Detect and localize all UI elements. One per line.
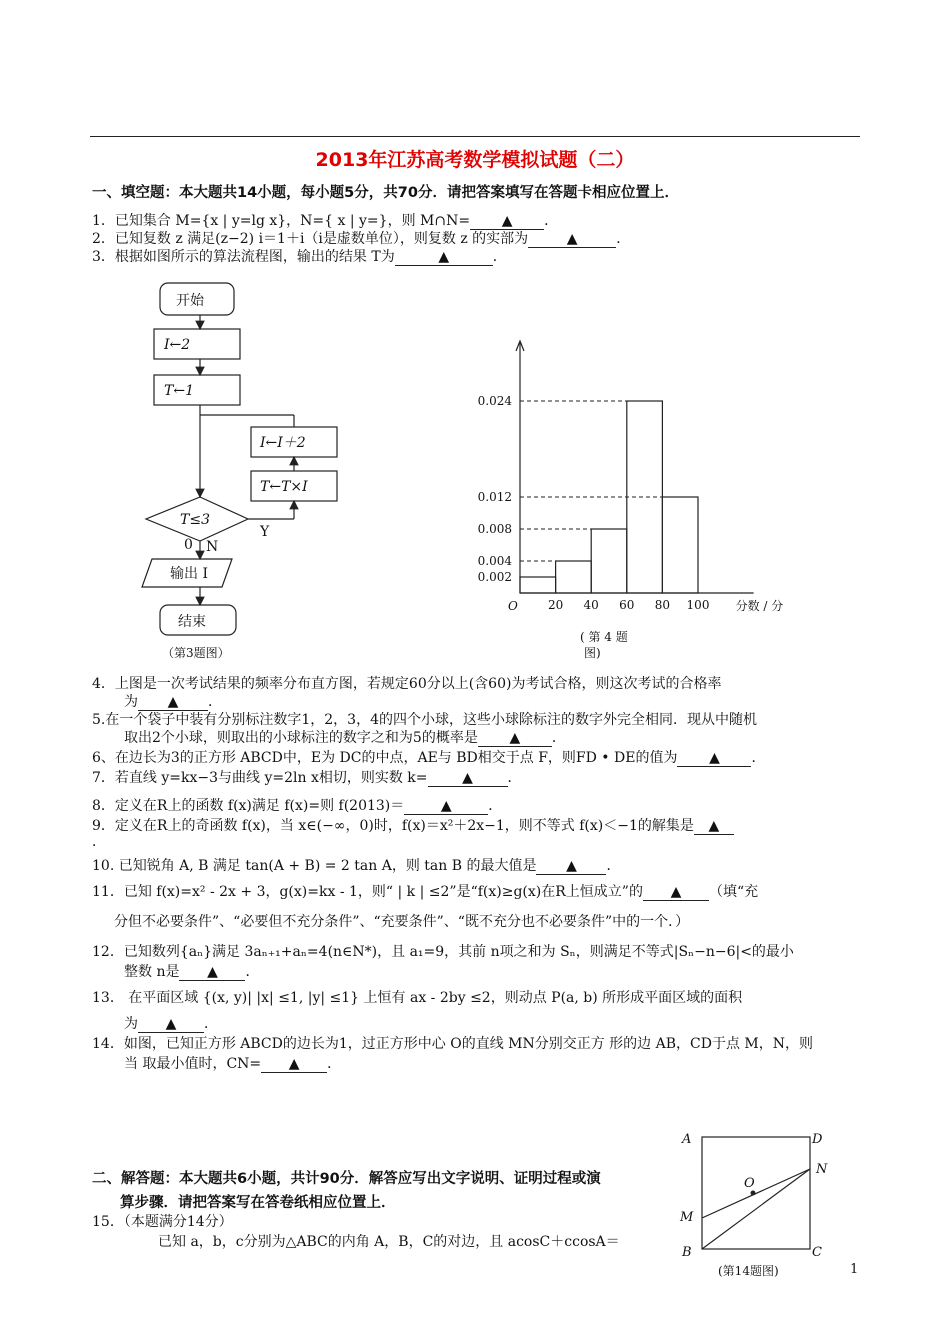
y-tick-label: 0.004 bbox=[477, 554, 512, 568]
label-n: N bbox=[816, 1162, 828, 1177]
label-o: O bbox=[744, 1176, 755, 1191]
flow-assign-i-label: I←2 bbox=[164, 337, 191, 353]
label-m: M bbox=[680, 1210, 694, 1225]
section-2-heading-cont: 算步骤．请把答案写在答卷纸相应位置上． bbox=[120, 1195, 396, 1211]
answer-blank: ▲ bbox=[179, 964, 245, 981]
question-6: 6、在边长为3的正方形 ABCD中，E为 DC的中点，AE与 BD相交于点 F，则FD • DE的值为 ▲ ． bbox=[92, 750, 766, 766]
flow-end-label: 结束 bbox=[178, 614, 206, 630]
x-tick-label: 80 bbox=[654, 598, 671, 612]
chart-caption: ( 第 4 题 bbox=[580, 630, 628, 644]
y-tick-label: 0.024 bbox=[477, 394, 512, 408]
question-5-cont: 取出2个小球，则取出的小球标注的数字之和为5的概率是 ▲ ． bbox=[124, 730, 566, 746]
answer-blank: ▲ bbox=[528, 231, 616, 248]
flow-condition-label: T≤3 bbox=[180, 512, 210, 528]
section-2-heading: 二、解答题：本大题共6小题，共计90分．解答应写出文字说明、证明过程或演 bbox=[92, 1171, 601, 1187]
page-number: 1 bbox=[850, 1262, 859, 1277]
flow-output-label: 输出 I bbox=[170, 566, 208, 582]
question-12: 12．已知数列{aₙ}满足 3aₙ₊₁+aₙ=4(n∈N*)，且 a₁=9，其前 n项之和为 Sₙ，则满足不等式|Sₙ−n−6|<的最小 bbox=[92, 944, 794, 960]
question-10: 10. 已知锐角 A, B 满足 tan(A + B) = 2 tan A，则 tan B 的最大值是 ▲ ． bbox=[92, 858, 621, 874]
line-mn bbox=[702, 1169, 810, 1218]
answer-blank: ▲ bbox=[478, 730, 552, 747]
answer-blank: ▲ bbox=[138, 694, 208, 711]
flow-condition-suffix: 0 bbox=[184, 537, 193, 553]
question-2: 2．已知复数 z 满足(z−2) i＝1＋i（i是虚数单位），则复数 z 的实部为 ▲ ． bbox=[92, 231, 631, 247]
section-1-heading: 一、填空题：本大题共14小题，每小题5分，共70分．请把答案填写在答题卡相应位置上． bbox=[92, 185, 679, 201]
y-tick-label: 0.002 bbox=[477, 570, 512, 584]
answer-blank: ▲ bbox=[404, 798, 488, 815]
chart-caption: 图) bbox=[584, 646, 601, 660]
question-4: 4．上图是一次考试结果的频率分布直方图，若规定60分以上(含60)为考试合格，则这次考试的合格率 bbox=[92, 676, 722, 692]
answer-blank: ▲ bbox=[138, 1016, 204, 1033]
question-7: 7．若直线 y=kx−3与曲线 y=2ln x相切，则实数 k= ▲ ． bbox=[92, 770, 522, 786]
origin-label: O bbox=[508, 599, 518, 613]
answer-blank: ▲ bbox=[428, 770, 508, 787]
flow-yes-label: Y bbox=[260, 524, 270, 540]
histogram-chart bbox=[470, 335, 800, 665]
histogram-bar bbox=[662, 497, 698, 593]
question-8: 8．定义在R上的函数 f(x)满足 f(x)=则 f(2013)＝ ▲ ． bbox=[92, 798, 503, 814]
question-14-cont: 当 取最小值时，CN= ▲ ． bbox=[124, 1056, 342, 1072]
question-3: 3．根据如图所示的算法流程图，输出的结果 T为 ▲ ． bbox=[92, 249, 507, 265]
answer-blank: ▲ bbox=[694, 818, 734, 835]
question-9: 9．定义在R上的奇函数 f(x)，当 x∈(−∞，0)时，f(x)＝x²＋2x−1，则不等式 f(x)＜−1的解集是 ▲ bbox=[92, 817, 734, 835]
question-15-body: 已知 a，b，c分别为△ABC的内角 A，B，C的对边，且 acosC＋ccosA＝ bbox=[158, 1234, 620, 1250]
histogram-bar bbox=[556, 561, 592, 593]
flow-no-label: N bbox=[206, 539, 219, 555]
top-rule bbox=[90, 136, 860, 137]
question-12-cont: 整数 n是 ▲ ． bbox=[124, 964, 260, 980]
flow-caption: （第3题图） bbox=[162, 646, 230, 660]
flow-update-i-label: I←I＋2 bbox=[260, 435, 306, 451]
diagonal-bd bbox=[702, 1169, 810, 1249]
question-14: 14．如图，已知正方形 ABCD的边长为1，过正方形中心 O的直线 MN分别交正方 形的边 AB，CD于点 M，N，则 bbox=[92, 1036, 813, 1052]
label-a: A bbox=[682, 1132, 692, 1147]
flow-start-label: 开始 bbox=[176, 293, 204, 309]
question-15: 15．（本题满分14分） bbox=[92, 1214, 233, 1230]
answer-blank: ▲ bbox=[470, 213, 544, 230]
square-figure bbox=[672, 1125, 842, 1285]
y-tick-label: 0.008 bbox=[477, 522, 512, 536]
question-4-cont: 为 ▲ ． bbox=[124, 694, 222, 710]
answer-blank: ▲ bbox=[395, 249, 493, 266]
question-1: 1．已知集合 M={x | y=lg x}，N={ x | y=}，则 M∩N= ▲ ． bbox=[92, 213, 559, 229]
x-tick-label: 20 bbox=[547, 598, 564, 612]
question-11-cont: 分但不必要条件”、“必要但不充分条件”、“充要条件”、“既不充分也不必要条件”中的一个．） bbox=[114, 914, 690, 930]
question-9-cont: ． bbox=[92, 834, 106, 850]
label-d: D bbox=[812, 1132, 823, 1147]
x-tick-label: 40 bbox=[583, 598, 599, 612]
question-13-cont: 为 ▲ ． bbox=[124, 1016, 218, 1032]
page-title: 2013年江苏高考数学模拟试题（二） bbox=[315, 149, 635, 171]
question-13: 13． 在平面区域 {(x, y)| |x| ≤1, |y| ≤1} 上恒有 ax - 2by ≤2，则动点 P(a, b) 所形成平面区域的面积 bbox=[92, 990, 743, 1006]
histogram-bar bbox=[591, 529, 627, 593]
question-11: 11．已知 f(x)=x² - 2x + 3，g(x)=kx - 1，则“ | k | ≤2”是“f(x)≥g(x)在R上恒成立”的 ▲ （填“充 bbox=[92, 884, 759, 900]
question-5: 5.在一个袋子中装有分别标注数字1，2，3，4的四个小球，这些小球除标注的数字外完全相同．现从中随机 bbox=[92, 712, 757, 728]
answer-blank: ▲ bbox=[261, 1056, 327, 1073]
x-tick-label: 60 bbox=[619, 598, 635, 612]
label-c: C bbox=[812, 1245, 822, 1260]
answer-blank: ▲ bbox=[643, 884, 709, 901]
flowchart bbox=[140, 275, 370, 665]
histogram-bar bbox=[520, 577, 556, 593]
answer-blank: ▲ bbox=[536, 858, 606, 875]
flow-update-t-label: T←T×I bbox=[260, 479, 308, 495]
point-o bbox=[751, 1191, 756, 1196]
x-tick-label: 100 bbox=[686, 598, 710, 612]
y-tick-label: 0.012 bbox=[477, 490, 512, 504]
answer-blank: ▲ bbox=[677, 750, 751, 767]
label-b: B bbox=[682, 1245, 692, 1260]
x-axis-label: 分数 / 分 bbox=[735, 599, 784, 613]
square-caption: (第14题图) bbox=[718, 1264, 779, 1278]
flow-assign-t-label: T←1 bbox=[164, 383, 194, 399]
